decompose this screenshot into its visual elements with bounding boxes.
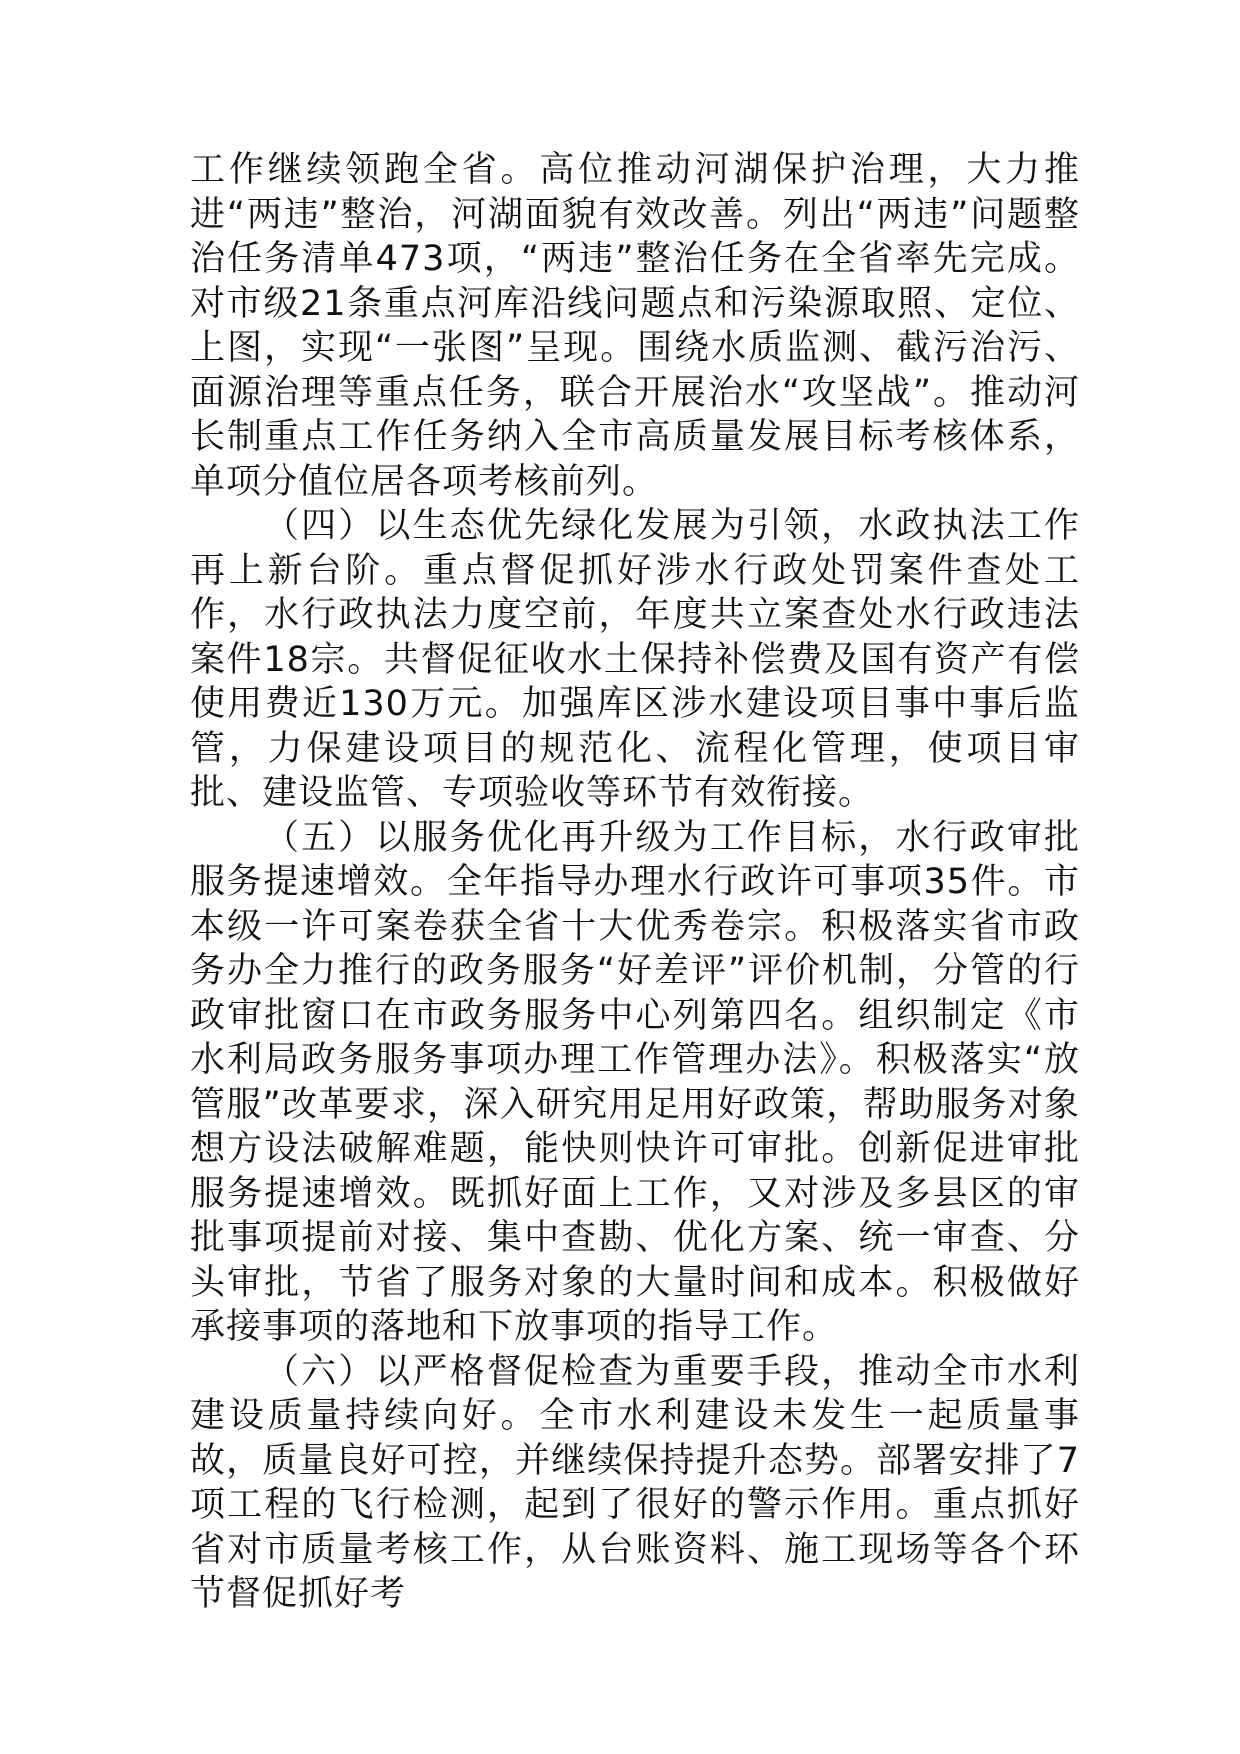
document-page bbox=[190, 148, 1080, 1617]
paragraph-administrative-approval: （五）以服务优化再升级为工作目标，水行政审批服务提速增效。全年指导办理水行政许可事项35件。市本级一许可案卷获全省十大优秀卷宗。积极落实省市政务办全力推行的政务服务“好差评”评价机制，分管的行政审批窗口在市政务服务中心列第四名。组织制定《市水利局政务服务事项办理工作管理办法》。积极落实“放管服”改革要求，深入研究用足用好政策，帮助服务对象想方设法破解难题，能快则快许可审批。创新促进审批服务提速增效。既抓好面上工作，又对涉及多县区的审批事项提前对接、集中查勘、优化方案、统一审查、分头审批，节省了服务对象的大量时间和成本。积极做好承接事项的落地和下放事项的指导工作。 bbox=[190, 817, 1080, 1347]
paragraph-water-law-enforcement: （四）以生态优先绿化发展为引领，水政执法工作再上新台阶。重点督促抓好涉水行政处罚案件查处工作，水行政执法力度空前，年度共立案查处水行政违法案件18宗。共督促征收水土保持补偿费及国有资产有偿使用费近130万元。加强库区涉水建设项目事中事后监管，力保建设项目的规范化、流程化管理，使项目审批、建设监管、专项验收等环节有效衔接。 bbox=[190, 506, 1080, 813]
paragraph-river-lake-governance: 工作继续领跑全省。高位推动河湖保护治理，大力推进“两违”整治，河湖面貌有效改善。列出“两违”问题整治任务清单473项，“两违”整治任务在全省率先完成。对市级21条重点河库沿线问题点和污染源取照、定位、上图，实现“一张图”呈现。围绕水质监测、截污治污、面源治理等重点任务，联合开展治水“攻坚战”。推动河长制重点工作任务纳入全市高质量发展目标考核体系，单项分值位居各项考核前列。 bbox=[190, 150, 1080, 502]
paragraph-construction-quality: （六）以严格督促检查为重要手段，推动全市水利建设质量持续向好。全市水利建设未发生一起质量事故，质量良好可控，并继续保持提升态势。部署安排了7项工程的飞行检测，起到了很好的警示作用。重点抓好省对市质量考核工作，从台账资料、施工现场等各个环节督促抓好考 bbox=[190, 1351, 1080, 1614]
